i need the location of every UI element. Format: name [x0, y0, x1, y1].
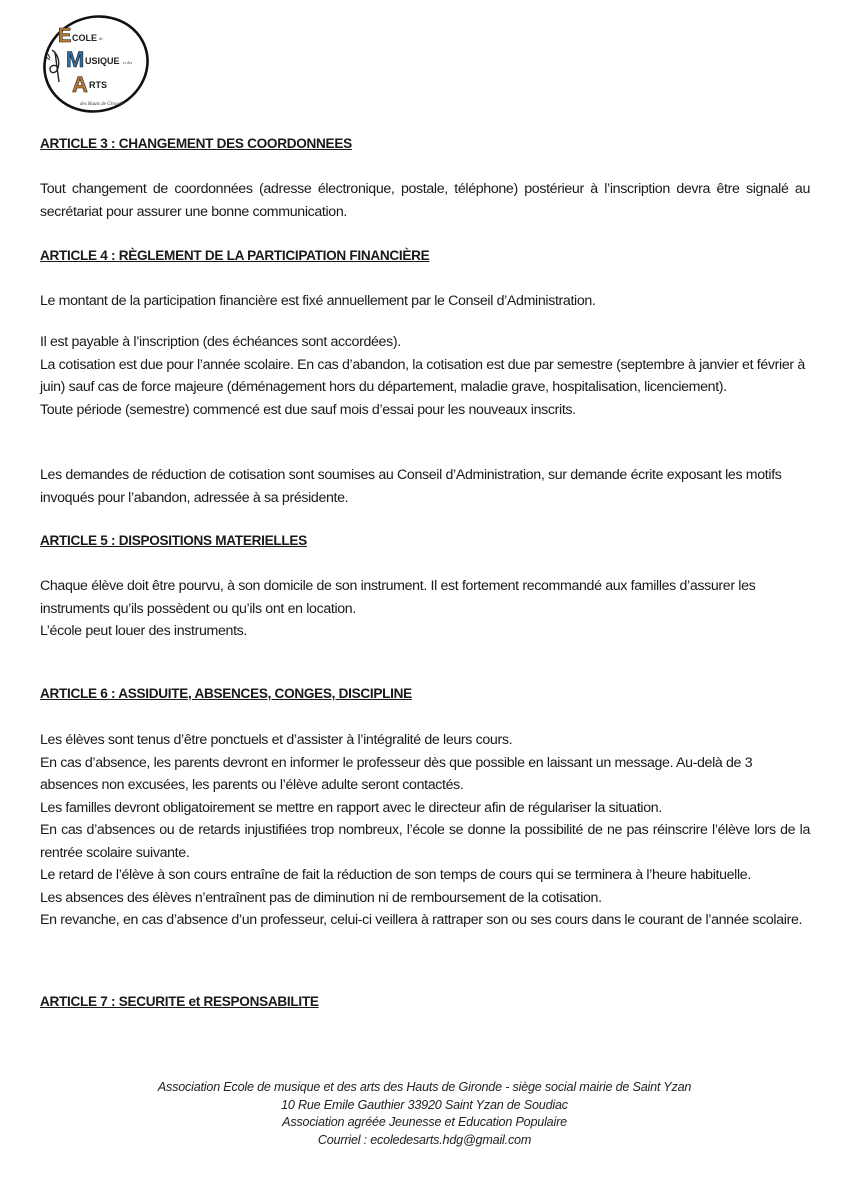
logo-letter-e: E [58, 25, 72, 47]
article-6-text: En revanche, en cas d’absence d’un professeur, celui-ci veillera à rattraper son ou ses cours dans le courant de l’année scolaire. [40, 912, 803, 928]
footer-email-line: Courriel : ecoledesarts.hdg@gmail.com [317, 1132, 532, 1147]
article-6-heading: ARTICLE 6 : ASSIDUITE, ABSENCES, CONGES, DISCIPLINE [40, 686, 412, 701]
treble-clef-icon [46, 50, 59, 82]
article-5-text: Chaque élève doit être pourvu, à son domicile de son instrument. Il est fortement recommandé aux familles d’assurer les instruments qu’ils possèdent ou qu’ils ont en location. [40, 578, 756, 617]
article-6-text: En cas d’absence, les parents devront en informer le professeur dès que possible en laissant un message. Au-delà de 3 absences non excusées, les parents ou l’élève adulte seront contactés. [40, 754, 753, 793]
logo-tagline: des Hauts de Gironde [80, 102, 124, 107]
article-6-text: Les familles devront obligatoirement se mettre en rapport avec le directeur afin de régulariser la situation. [40, 799, 662, 816]
logo-graphic [36, 12, 156, 116]
footer-association-line: Association Ecole de musique et des arts des Hauts de Gironde - siège social mairie de Saint Yzan [157, 1080, 692, 1094]
article-4-paragraph-2 [40, 331, 810, 421]
article-4-text: La cotisation est due pour l’année scolaire. En cas d’abandon, la cotisation est due par semestre (septembre à janvier et février à juin) sauf cas de force majeure (déménagement hors du département, maladie grave, hospitalisation, licenciement). [40, 356, 805, 395]
article-7-heading: ARTICLE 7 : SECURITE et RESPONSABILITE [40, 994, 319, 1009]
article-4-paragraph-3 [40, 464, 810, 509]
article-6-paragraph [40, 729, 810, 932]
school-logo [36, 12, 156, 116]
logo-small-etdes: et des [123, 60, 133, 65]
article-6-text: Les absences des élèves n’entraînent pas de diminution ni de remboursement de la cotisation. [40, 889, 602, 906]
article-4-text: Toute période (semestre) commencé est due sauf mois d’essai pour les nouveaux inscrits. [40, 401, 576, 418]
logo-letter-m: M [66, 47, 85, 72]
article-4-heading: ARTICLE 4 : RÈGLEMENT DE LA PARTICIPATION FINANCIÈRE [40, 248, 430, 263]
logo-small-de: de [99, 36, 103, 41]
article-4-text: Il est payable à l’inscription (des échéances sont accordées). [40, 334, 401, 350]
article-6-text: Le retard de l’élève à son cours entraîne de fait la réduction de son temps de cours qui se terminera à l’heure habituelle. [40, 867, 751, 883]
article-5-heading: ARTICLE 5 : DISPOSITIONS MATERIELLES [40, 533, 307, 548]
article-6-text: Les élèves sont tenus d’être ponctuels et d’assister à l’intégralité de leurs cours. [40, 732, 513, 748]
footer-accreditation-line: Association agréée Jeunesse et Education Populaire [282, 1115, 567, 1129]
logo-word-rts: RTS [89, 80, 107, 90]
logo-word-usique: USIQUE [85, 56, 120, 66]
article-3-text: Tout changement de coordonnées (adresse électronique, postale, téléphone) postérieur à l’inscription devra être signalé au secrétariat pour assurer une bonne communication. [40, 181, 810, 220]
article-6-text: En cas d’absences ou de retards injustifiées trop nombreux, l’école se donne la possibilité de ne pas réinscrire l’élève lors de la rentrée scolaire suivante. [40, 822, 810, 861]
logo-word-cole: COLE [72, 33, 98, 43]
article-4-text: Le montant de la participation financière est fixé annuellement par le Conseil d’Administration. [40, 293, 596, 309]
logo-letter-a: A [72, 72, 88, 97]
article-4-text: Les demandes de réduction de cotisation sont soumises au Conseil d’Administration, sur demande écrite exposant les motifs invoqués pour l’abandon, adressée à sa présidente. [40, 467, 782, 506]
page-footer [0, 1079, 849, 1149]
article-5-paragraph [40, 575, 810, 643]
article-4-paragraph-1 [40, 290, 810, 313]
article-3-heading: ARTICLE 3 : CHANGEMENT DES COORDONNEES [40, 136, 352, 151]
footer-address-line: 10 Rue Emile Gauthier 33920 Saint Yzan de Soudiac [281, 1097, 568, 1112]
article-5-text: L’école peut louer des instruments. [40, 623, 247, 639]
article-3-paragraph [40, 178, 810, 223]
